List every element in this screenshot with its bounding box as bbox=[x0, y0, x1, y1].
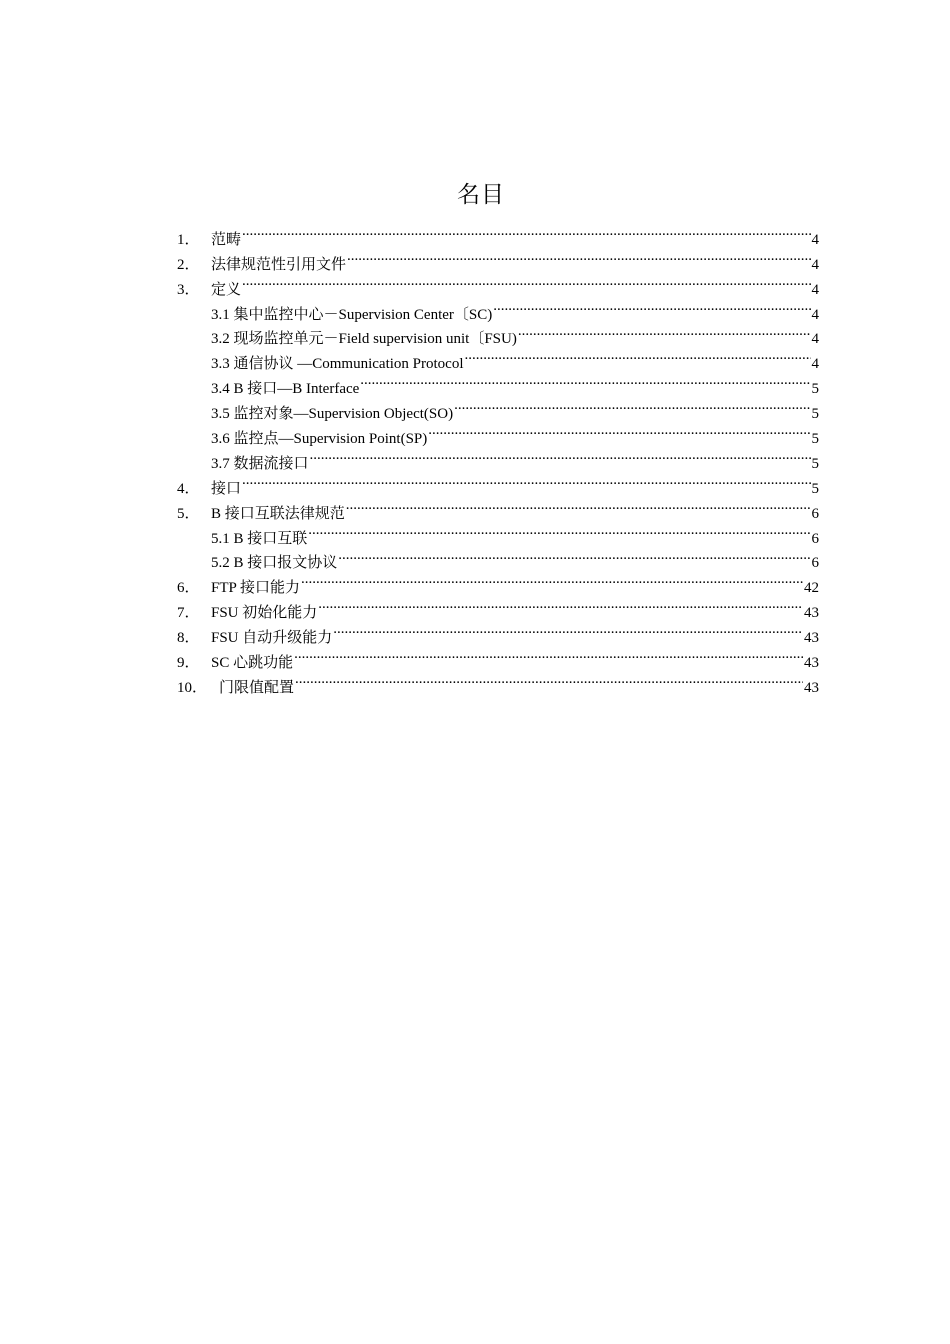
toc-entry-page: 5 bbox=[811, 381, 819, 398]
toc-dot-leader bbox=[295, 667, 803, 692]
toc-entry-title: SC 心跳功能 bbox=[211, 655, 294, 672]
toc-dot-leader bbox=[301, 567, 803, 592]
toc-subentry[interactable] bbox=[177, 294, 819, 323]
toc-entry[interactable] bbox=[177, 219, 819, 248]
toc-entry-number: 7． bbox=[177, 605, 200, 622]
table-of-contents bbox=[177, 219, 819, 696]
toc-entry-title: 5.1 B 接口互联 bbox=[211, 530, 308, 547]
toc-entry-title: 法律规范性引用文件 bbox=[211, 256, 347, 273]
toc-entry-page: 4 bbox=[811, 306, 819, 323]
toc-entry-page: 4 bbox=[811, 231, 819, 248]
toc-dot-leader bbox=[294, 642, 803, 667]
toc-entry-number: 5． bbox=[177, 505, 200, 522]
toc-dot-leader bbox=[454, 393, 810, 418]
toc-entry-page: 5 bbox=[811, 431, 819, 448]
toc-entry-number: 2． bbox=[177, 256, 200, 273]
toc-dot-leader bbox=[465, 343, 811, 368]
toc-dot-leader bbox=[242, 269, 810, 294]
toc-entry-number: 3． bbox=[177, 281, 200, 298]
toc-entry-title: FSU 初始化能力 bbox=[211, 605, 318, 622]
toc-dot-leader bbox=[338, 543, 810, 568]
toc-entry-number: 1． bbox=[177, 231, 200, 248]
toc-entry-title: 门限值配置 bbox=[219, 679, 295, 696]
toc-dot-leader bbox=[318, 592, 803, 617]
toc-entry-number: 9． bbox=[177, 655, 200, 672]
toc-dot-leader bbox=[333, 617, 803, 642]
toc-entry-page: 5 bbox=[811, 480, 819, 497]
toc-entry-title: 定义 bbox=[211, 281, 242, 298]
toc-dot-leader bbox=[310, 443, 811, 468]
toc-entry-number: 8． bbox=[177, 630, 200, 647]
toc-entry-title: B 接口互联法律规范 bbox=[211, 505, 345, 522]
toc-entry-title: 3.1 集中监控中心－Supervision Center〔SC) bbox=[211, 306, 493, 323]
toc-entry-title: 3.6 监控点—Supervision Point(SP) bbox=[211, 431, 428, 448]
toc-entry-page: 43 bbox=[804, 655, 819, 672]
toc-entry-page: 4 bbox=[811, 281, 819, 298]
toc-entry-title: 3.3 通信协议 —Communication Protocol bbox=[211, 356, 464, 373]
toc-dot-leader bbox=[242, 219, 810, 244]
toc-entry-page: 4 bbox=[811, 356, 819, 373]
toc-entry-page: 6 bbox=[811, 555, 819, 572]
toc-dot-leader bbox=[493, 294, 810, 319]
toc-entry-number: 10． bbox=[177, 679, 208, 696]
toc-entry-page: 43 bbox=[804, 679, 819, 696]
toc-entry-page: 6 bbox=[811, 505, 819, 522]
toc-entry-page: 43 bbox=[804, 605, 819, 622]
toc-entry-number: 6． bbox=[177, 580, 200, 597]
toc-entry-title: 5.2 B 接口报文协议 bbox=[211, 555, 338, 572]
toc-dot-leader bbox=[428, 418, 810, 443]
toc-entry-title: 范畴 bbox=[211, 231, 242, 248]
toc-entry[interactable] bbox=[177, 493, 819, 522]
toc-entry-page: 4 bbox=[811, 331, 819, 348]
toc-dot-leader bbox=[308, 518, 810, 543]
toc-dot-leader bbox=[242, 468, 810, 493]
toc-entry-page: 42 bbox=[804, 580, 819, 597]
toc-dot-leader bbox=[347, 244, 810, 269]
toc-dot-leader bbox=[346, 493, 811, 518]
toc-entry-title: 3.5 监控对象—Supervision Object(SO) bbox=[211, 406, 454, 423]
toc-entry-page: 5 bbox=[811, 406, 819, 423]
toc-entry-page: 4 bbox=[811, 256, 819, 273]
toc-title: 名目 bbox=[457, 182, 505, 208]
toc-entry[interactable] bbox=[177, 269, 819, 298]
toc-entry-title: FSU 自动升级能力 bbox=[211, 630, 333, 647]
toc-entry-title: 3.2 现场监控单元－Field supervision unit〔FSU) bbox=[211, 331, 517, 348]
toc-dot-leader bbox=[518, 319, 811, 344]
toc-entry-title: 3.4 B 接口—B Interface bbox=[211, 381, 360, 398]
toc-entry-page: 43 bbox=[804, 630, 819, 647]
toc-dot-leader bbox=[360, 368, 810, 393]
toc-entry-title: 3.7 数据流接口 bbox=[211, 455, 309, 472]
toc-entry[interactable] bbox=[177, 468, 819, 497]
toc-entry[interactable] bbox=[177, 244, 819, 273]
toc-entry-page: 6 bbox=[811, 530, 819, 547]
toc-entry-number: 4． bbox=[177, 480, 200, 497]
toc-entry-title: FTP 接口能力 bbox=[211, 580, 301, 597]
toc-entry-title: 接口 bbox=[211, 480, 242, 497]
toc-entry-page: 5 bbox=[811, 455, 819, 472]
